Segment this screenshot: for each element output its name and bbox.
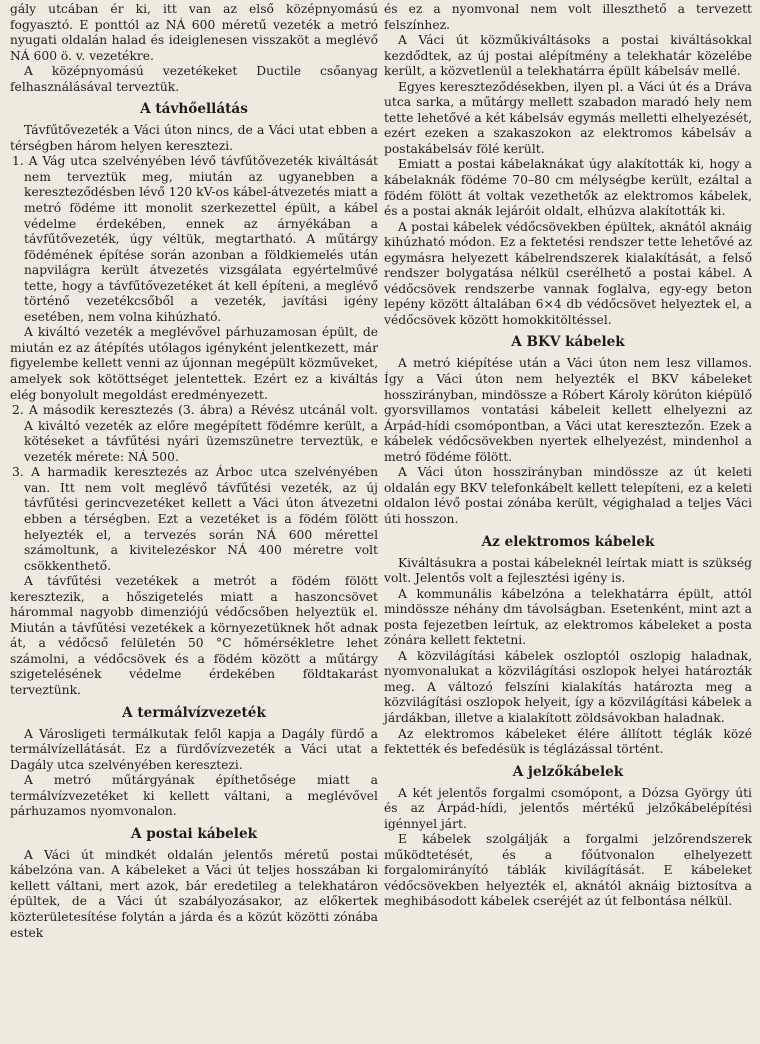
list-item: 3. A harmadik keresztezés az Árboc utca szelvényében van. Itt nem volt meglévő távfűtési vezeték, az új távfűtési gerincvezetéket kellett a Váci úton átvezetni ebben a térségben. Ezt a vezetéket is a födém fölött helyezték el, a tervezés során NÁ 600 mérettel számoltunk, a kivitelezéskor NÁ 400 méretre volt csökkenthető. [12, 465, 378, 573]
section-heading-elektromos: Az elektromos kábelek [481, 533, 655, 550]
section-heading-termalviz: A termálvízvezeték [122, 704, 266, 721]
paragraph: A középnyomású vezetékeket Ductile csőanyag felhasználásával terveztük. [10, 64, 378, 94]
right-column [384, 2, 752, 1044]
paragraph: E kábelek szolgálják a forgalmi jelzőrendszerek működtetését, és a főútvonalon elhelyezett forgalomirányító táblák kivilágítását. E kábeleket védőcsövekben helyezték el, aknától aknáig biztosítva a meghibásodott kábelek cseréjét az út felbontása nélkül. [384, 832, 752, 909]
paragraph: Kiváltásukra a postai kábeleknél leírtak miatt is szükség volt. Jelentős volt a fejlesztési igény is. [384, 555, 752, 586]
paragraph: A Váci út közműkiváltásoks a postai kiváltásokkal kezdődtek, az új postai alépítmény a telekhatár közelébe került, a közvetlenül a telekhatárra épült kábelsáv mellé. [384, 33, 752, 79]
paragraph: Az elektromos kábeleket élére állított téglák közé fektették és befedésük is téglázással történt. [384, 726, 752, 757]
paragraph: Emiatt a postai kábelaknákat úgy alakították ki, hogy a kábelaknák födéme 70–80 cm mélységbe került, ezáltal a födém fölött át voltak vezethetők az elektromos kábelek, és a postai aknák lejáróit oldalt, elhúzva alakították ki. [384, 157, 752, 219]
paragraph: Egyes kereszteződésekben, ilyen pl. a Váci út és a Dráva utca sarka, a műtárgy mellett szabadon maradó hely nem tette lehetővé a két kábelsáv egymás melletti elhelyezését, ezért ezeken a szakaszokon az elektromos kábelsáv a postakábelsáv fölé került. [384, 79, 752, 156]
paragraph: A kommunális kábelzóna a telekhatárra épült, attól mindössze néhány dm távolságban. Esetenként, mint azt a posta fejezetben leírtuk, az elektromos kábeleket a posta zónára kellett fektetni. [384, 586, 752, 648]
paragraph: A Váci út mindkét oldalán jelentős méretű postai kábelzóna van. A kábeleket a Váci út teljes hosszában ki kellett váltani, mert azok, bár eredetileg a telekhatáron épültek, de a Váci út szabályozásakor, az előkertek közterületesítése folytán a járda és a közút közötti zónába estek [10, 847, 378, 940]
list-item: 1. A Vág utca szelvényében lévő távfűtővezeték kiváltását nem terveztük meg, miután az ugyanebben a kereszteződésben lévő 120 kV-os kábel-átvezetés miatt a metró födéme itt monolit szerkezettel épült, a kábel védelme érdekében, ennek az árnyékában a távfűtővezeték, úgy véltük, megtartható. A műtárgy födémének építése során azonban a földkiemelés után napvilágra került átvezetés vizsgálata egyértelművé tette, hogy a távfűtővezetéket át kell építeni, a meglévő történő vezetékcsőből a vezeték, javítási igény esetében, nem volna kihúzható. [12, 154, 378, 324]
paragraph: A Váci úton hosszirányban mindössze az út keleti oldalán egy BKV telefonkábelt kellett telepíteni, ez a keleti oldalon lévő postai zónába került, végighalad a teljes Váci úti hosszon. [384, 465, 752, 526]
left-column [10, 2, 378, 1044]
list-item: 2. A második keresztezés (3. ábra) a Révész utcánál volt. A kiváltó vezeték az előre megépített födémre került, a kötéseket a távfűtési nyári üzemszünetre terveztük, e vezeték mérete: NÁ 500. [12, 403, 378, 464]
paragraph: A Városligeti termálkutak felől kapja a Dagály fürdő a termálvízellátását. Ez a fürdővízvezeték a Váci utat a Dagály utca szelvényében keresztezi. [10, 726, 378, 772]
paragraph: A közvilágítási kábelek oszloptól oszlopig haladnak, nyomvonalukat a közvilágítási oszlopok helyei határozták meg. A változó felszíni kialakítás határozta meg a közvilágítási oszlopok helyeit, így a közvilágítási kábelek a járdákban, illetve a kialakított zöldsávokban haladnak. [384, 648, 752, 725]
paragraph: A távfűtési vezetékek a metrót a födém fölött keresztezik, a hőszigetelés miatt a haszoncsövet hárommal nagyobb dimenziójú védőcsőben helyeztük el. Miután a távfűtési vezetékek a környezetüknek hőt adnak át, a védőcső felületén 50 °C hőmérsékletre lehet számolni, a védőcsövek és a födém között a műtárgy szigetelésének védelme érdekében földtakarást terveztünk. [10, 574, 378, 697]
paragraph: és ez a nyomvonal nem volt illeszthető a tervezett felszínhez. [384, 2, 752, 32]
paragraph: A postai kábelek védőcsövekben épültek, aknától aknáig kihúzható módon. Ez a fektetési rendszer tette lehetővé az egymásra helyezett kábelrendszerek kialakítását, a felső rendszer bolygatása nélkül cserélhető a postai kábel. A védőcsövek rendszerbe vannak foglalva, egy-egy beton lepény között általában 6×4 db védőcsövet helyeztek el, a védőcsövek között homokkitöltéssel. [384, 219, 752, 327]
paragraph: gály utcában ér ki, itt van az első középnyomású fogyasztó. E ponttól az NÁ 600 méretű vezeték a metró nyugati oldalán halad és ideiglenesen visszaköt a meglévő NÁ 600 ö. v. vezetékre. [10, 2, 378, 63]
section-heading-bkv: A BKV kábelek [511, 334, 625, 351]
section-heading-tavhoellatas: A távhőellátás [140, 101, 248, 118]
paragraph: A két jelentős forgalmi csomópont, a Dózsa György úti és az Árpád-hídi, jelentős mértékű jelzőkábelépítési igénnyel járt. [384, 785, 752, 831]
paragraph: A kiváltó vezeték a meglévővel párhuzamosan épült, de miután ez az átépítés utólagos igényként jelentkezett, már figyelembe kellett venni az újonnan megépült közműveket, amelyek sok kötöttséget jelentettek. Ezért ez a kiváltás elég bonyolult megoldást eredményezett. [10, 325, 378, 402]
paragraph: Távfűtővezeték a Váci úton nincs, de a Váci utat ebben a térségben három helyen keresztezi. [10, 123, 378, 153]
section-heading-postai: A postai kábelek [130, 825, 258, 842]
paragraph: A metró műtárgyának építhetősége miatt a termálvízvezetéket ki kellett váltani, a meglévővel párhuzamos nyomvonalon. [10, 773, 378, 819]
paragraph: A metró kiépítése után a Váci úton nem lesz villamos. Így a Váci úton nem helyezték el BKV kábeleket hosszirányban, mindössze a Róbert Károly körúton kiépülő gyorsvillamos vontatási kábeleit kellett elhelyezni az Árpád-hídi csomópontban, a Váci utat keresztezőn. Ezek a kábelek védőcsövekben nyertek elhelyezést, mindenhol a metró födéme fölött. [384, 356, 752, 464]
section-heading-jelzokabelek: A jelzőkábelek [512, 763, 624, 780]
